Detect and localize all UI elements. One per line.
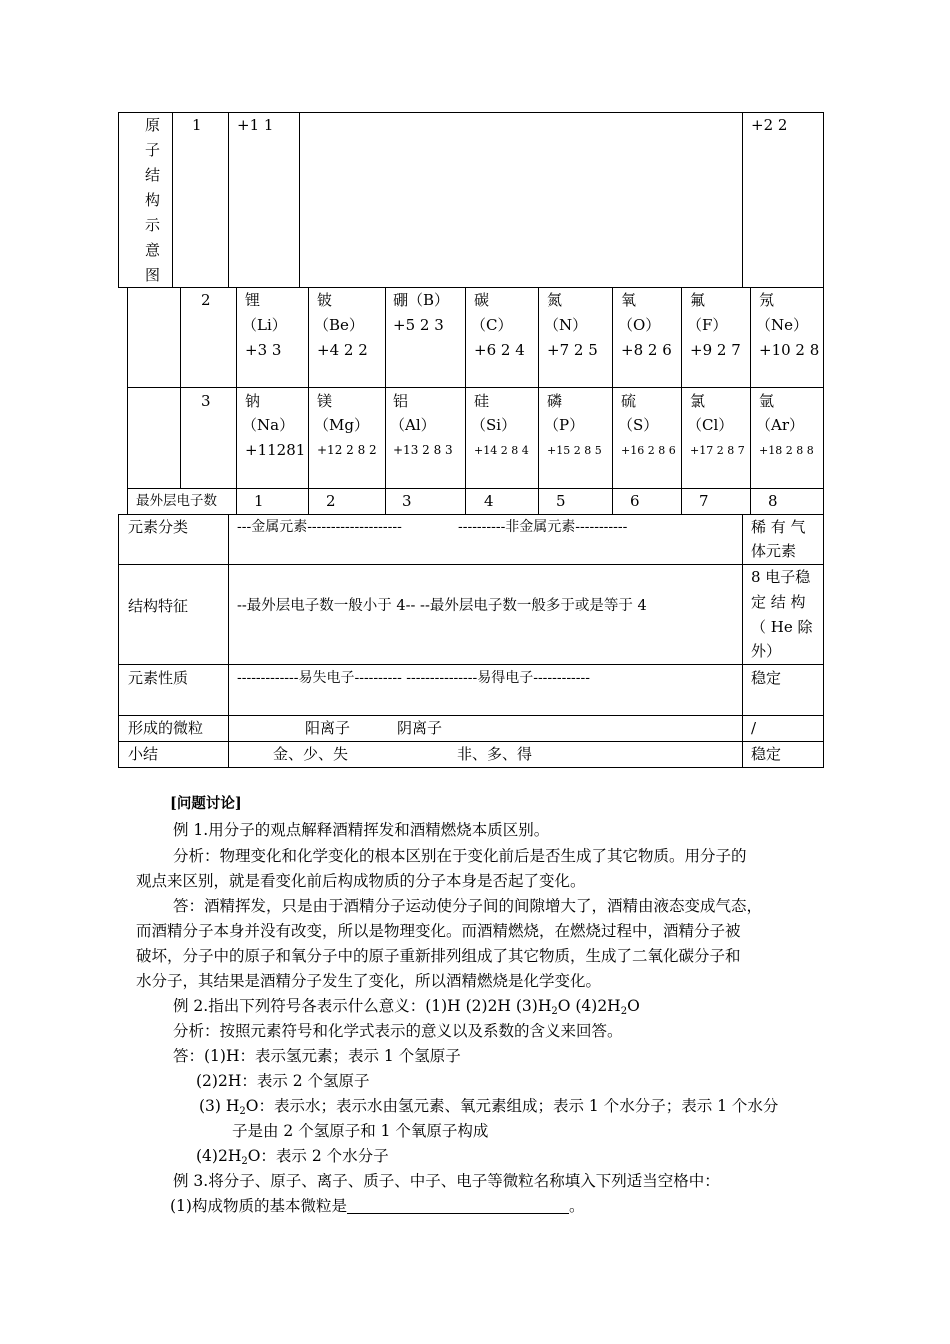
element-name: 碳 [474,291,490,309]
element-symbol: （F） [687,316,728,334]
period-2-number: 2 [201,291,211,309]
outer-electrons-value: 1 [254,492,264,510]
label-char: 图 [145,266,161,284]
outer-electrons-value: 2 [326,492,336,510]
element-name: 氖 [759,291,775,309]
element-symbol: （Mg） [314,416,369,434]
element-config: +3 3 [245,341,282,359]
answer-blank[interactable] [347,1197,569,1214]
element-config: +4 2 2 [317,341,368,359]
summary-label: 小结 [128,745,159,763]
element-config: +5 2 3 [393,316,444,334]
element-symbol: （Ne） [756,316,809,334]
example-3: 例 3.将分子、原子、离子、质子、中子、电子等微粒名称填入下列适当空格中： [173,1172,720,1190]
particle-anion: 阴离子 [397,719,443,737]
element-symbol: （O） [618,316,661,334]
element-name: 氩 [759,392,775,410]
element-symbol: （Be） [314,316,364,334]
element-config: +7 2 5 [547,341,598,359]
summary-noble: 稳定 [751,745,782,763]
label-char: 子 [145,141,161,159]
element-symbol: （Li） [242,316,287,334]
outer-electrons-value: 7 [699,492,709,510]
element-symbol: （S） [618,416,659,434]
structure-noble-4: 外） [751,642,782,660]
element-name: 氮 [547,291,563,309]
example-1-answer: 破坏，分子中的原子和氧分子中的原子重新排列组成了其它物质，生成了二氧化碳分子和 [136,947,741,965]
element-name: 铍 [317,291,333,309]
example-1-analysis: 分析：物理变化和化学变化的根本区别在于变化前后是否生成了其它物质。用分子的 [173,847,747,865]
answer-1: 答：(1)H：表示氢元素；表示 1 个氢原子 [173,1047,461,1065]
particle-cation: 阳离子 [305,719,351,737]
example-2: 例 2.指出下列符号各表示什么意义：(1)H (2)2H $(3)H_2O$ $(4)2H_2O$ [173,997,640,1017]
classification-noble-1: 稀 有 气 [751,518,806,536]
outer-electrons-value: 4 [484,492,494,510]
element-symbol: （Si） [471,416,517,434]
element-name: 硅 [474,392,490,410]
hydrogen-config: +1 1 [237,116,274,134]
answer-2: (2)2H：表示 2 个氢原子 [196,1072,370,1090]
element-name: 氧 [621,291,637,309]
discussion-heading: [问题讨论] [170,795,242,812]
period-3-number: 3 [201,392,211,410]
label-char: 结 [145,166,161,184]
property-noble: 稳定 [751,669,782,687]
label-char: 构 [145,191,161,209]
structure-label: 结构特征 [128,597,189,615]
outer-electrons-label: 最外层电子数 [136,493,217,509]
element-symbol: （C） [471,316,513,334]
element-name: 硫 [621,392,637,410]
structure-noble-1: 8 电子稳 [751,568,811,586]
element-symbol: （Cl） [687,416,734,434]
element-symbol: （Ar） [756,416,805,434]
element-config: +15 2 8 5 [547,444,602,457]
element-name: 镁 [317,392,333,410]
example-1-answer: 答：酒精挥发，只是由于酒精分子运动使分子间的间隙增大了，酒精由液态变成气态， [173,897,763,915]
structure-noble-2: 定 结 构 [751,593,806,611]
classification-noble-2: 体元素 [751,542,797,560]
element-config: +8 2 6 [621,341,672,359]
example-2-analysis: 分析：按照元素符号和化学式表示的意义以及系数的含义来回答。 [173,1022,623,1040]
example-3-question-1: (1)构成物质的基本微粒是 。 [170,1197,585,1215]
outer-electrons-value: 3 [402,492,412,510]
element-config: +12 2 8 2 [317,443,377,457]
structure-noble-3: （ He 除 [751,618,813,636]
example-1-analysis: 观点来区别，就是看变化前后构成物质的分子本身是否起了变化。 [136,872,586,890]
example-1-answer: 水分子，其结果是酒精分子发生了变化，所以酒精燃烧是化学变化。 [136,972,602,990]
element-symbol: （N） [544,316,588,334]
element-name: 钠 [245,392,261,410]
element-config: +16 2 8 6 [621,444,676,457]
element-config: +13 2 8 3 [393,443,453,457]
label-char: 原 [145,116,161,134]
example-1: 例 1.用分子的观点解释酒精挥发和酒精燃烧本质区别。 [173,821,550,839]
classification-label: 元素分类 [128,518,189,536]
property-label: 元素性质 [128,669,189,687]
particle-label: 形成的微粒 [128,719,204,737]
element-name: 磷 [547,392,563,410]
element-symbol: （Na） [242,416,295,434]
element-config: +10 2 8 [759,341,820,359]
outer-electrons-value: 6 [630,492,640,510]
summary-nonmetal: 非、多、得 [457,745,533,763]
element-symbol: （Al） [390,416,436,434]
element-name: 硼（B） [393,291,450,309]
answer-3-cont: 子是由 2 个氢原子和 1 个氧原子构成 [232,1122,489,1140]
period-1-number: 1 [192,116,202,134]
property-text: -------------易失电子---------- ---------------易得电子------------ [237,670,590,686]
element-name: 锂 [245,291,261,309]
element-config: +11281 [245,441,306,459]
outer-electrons-value: 8 [768,492,778,510]
element-config: +9 2 7 [690,341,741,359]
element-config: +6 2 4 [474,341,525,359]
element-config: +17 2 8 7 [690,444,745,457]
label-char: 示 [145,216,161,234]
answer-3: (3) $H_2O$：表示水；表示水由氢元素、氧元素组成；表示 1 个水分子；表示 1 个水分 [199,1097,779,1117]
answer-4: $(4)2H_2O$：表示 2 个水分子 [196,1147,389,1167]
particle-noble: / [751,719,757,737]
structure-diagram-label [145,113,165,288]
label-char: 意 [145,241,161,259]
element-name: 铝 [393,392,409,410]
helium-config: +2 2 [751,116,788,134]
element-symbol: （P） [544,416,585,434]
outer-electrons-value: 5 [556,492,566,510]
element-config: +18 2 8 8 [759,444,814,457]
example-1-answer: 而酒精分子本身并没有改变，所以是物理变化。而酒精燃烧，在燃烧过程中，酒精分子被 [136,922,741,940]
classification-metal: ---金属元素-------------------- [237,519,402,535]
element-config: +14 2 8 4 [474,444,529,457]
summary-metal: 金、少、失 [273,745,349,763]
element-name: 氯 [690,392,706,410]
element-name: 氟 [690,291,706,309]
structure-text: --最外层电子数一般小于 4-- --最外层电子数一般多于或是等于 4 [237,598,647,614]
classification-nonmetal: ----------非金属元素----------- [458,519,628,535]
